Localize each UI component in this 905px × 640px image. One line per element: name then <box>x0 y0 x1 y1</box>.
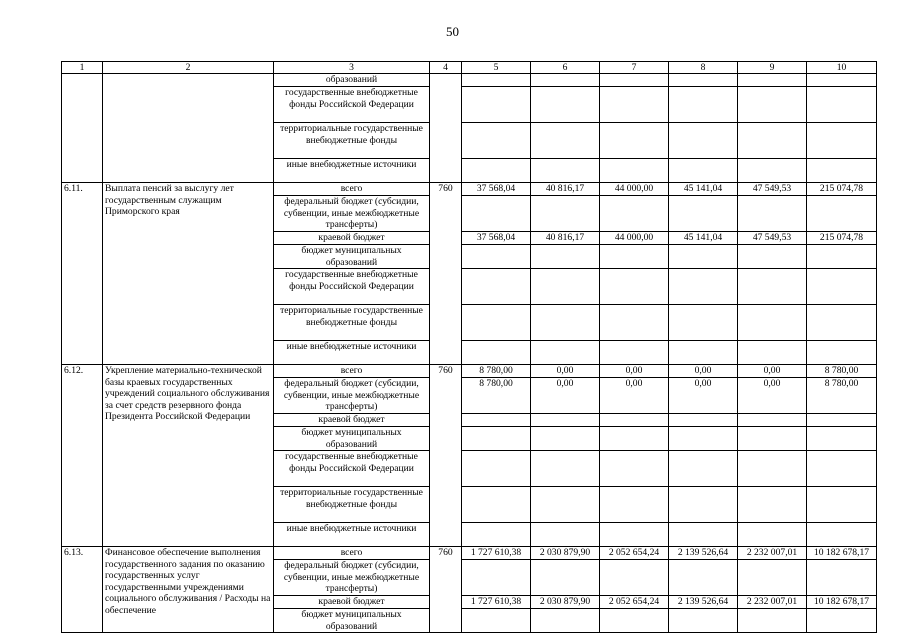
value-cell <box>669 560 738 596</box>
item-number: 6.12. <box>62 365 103 547</box>
funding-source: краевой бюджет <box>274 596 430 609</box>
funding-source: территориальные государственные внебюджетные фонды <box>274 123 430 159</box>
column-number: 10 <box>807 62 877 74</box>
value-cell <box>669 341 738 365</box>
value-cell <box>807 414 877 427</box>
value-cell <box>669 487 738 523</box>
value-cell <box>600 269 669 305</box>
funding-source: всего <box>274 183 430 196</box>
funding-source: иные внебюджетные источники <box>274 341 430 365</box>
funding-source: федеральный бюджет (субсидии, субвенции, иные межбюджетные трансферты) <box>274 560 430 596</box>
value-cell <box>462 305 531 341</box>
value-cell <box>600 196 669 232</box>
value-cell <box>669 123 738 159</box>
value-cell <box>600 341 669 365</box>
funding-source: федеральный бюджет (субсидии, субвенции, иные межбюджетные трансферты) <box>274 378 430 414</box>
value-cell <box>531 487 600 523</box>
value-cell <box>531 451 600 487</box>
value-cell: 0,00 <box>600 365 669 378</box>
value-cell <box>738 123 807 159</box>
value-cell <box>462 451 531 487</box>
value-cell: 0,00 <box>531 365 600 378</box>
value-cell: 45 141,04 <box>669 232 738 245</box>
value-cell <box>531 245 600 269</box>
value-cell <box>531 341 600 365</box>
value-cell <box>462 87 531 123</box>
code-cell: 760 <box>430 365 462 547</box>
value-cell: 1 727 610,38 <box>462 547 531 560</box>
value-cell <box>807 451 877 487</box>
value-cell <box>669 269 738 305</box>
value-cell: 2 030 879,90 <box>531 547 600 560</box>
value-cell: 44 000,00 <box>600 232 669 245</box>
code-cell: 760 <box>430 183 462 365</box>
value-cell <box>462 341 531 365</box>
value-cell <box>807 305 877 341</box>
value-cell: 215 074,78 <box>807 232 877 245</box>
value-cell: 0,00 <box>738 365 807 378</box>
value-cell <box>738 269 807 305</box>
value-cell <box>669 523 738 547</box>
item-number: 6.13. <box>62 547 103 633</box>
table-body <box>62 62 877 633</box>
value-cell <box>738 523 807 547</box>
funding-source: всего <box>274 547 430 560</box>
column-number: 5 <box>462 62 531 74</box>
code-cell <box>430 74 462 183</box>
value-cell <box>531 74 600 87</box>
value-cell <box>807 487 877 523</box>
value-cell: 37 568,04 <box>462 232 531 245</box>
value-cell <box>600 414 669 427</box>
value-cell <box>738 427 807 451</box>
value-cell <box>531 560 600 596</box>
value-cell <box>738 414 807 427</box>
value-cell <box>738 305 807 341</box>
value-cell <box>531 523 600 547</box>
value-cell <box>669 196 738 232</box>
value-cell <box>531 609 600 633</box>
value-cell <box>462 609 531 633</box>
value-cell <box>600 159 669 183</box>
value-cell <box>600 451 669 487</box>
table-row <box>62 183 877 196</box>
value-cell: 40 816,17 <box>531 232 600 245</box>
value-cell <box>462 523 531 547</box>
value-cell <box>531 196 600 232</box>
value-cell: 1 727 610,38 <box>462 596 531 609</box>
value-cell <box>462 427 531 451</box>
value-cell <box>738 341 807 365</box>
code-cell: 760 <box>430 547 462 633</box>
funding-source: всего <box>274 365 430 378</box>
value-cell <box>807 87 877 123</box>
value-cell <box>738 74 807 87</box>
value-cell: 2 139 526,64 <box>669 596 738 609</box>
value-cell: 2 232 007,01 <box>738 547 807 560</box>
value-cell <box>531 123 600 159</box>
value-cell <box>600 487 669 523</box>
value-cell <box>807 560 877 596</box>
value-cell <box>600 523 669 547</box>
value-cell <box>462 560 531 596</box>
page-number: 50 <box>446 24 459 39</box>
value-cell <box>738 87 807 123</box>
funding-source: бюджет муниципальных образований <box>274 609 430 633</box>
value-cell <box>531 87 600 123</box>
value-cell <box>600 609 669 633</box>
value-cell <box>669 427 738 451</box>
value-cell <box>600 74 669 87</box>
value-cell: 2 139 526,64 <box>669 547 738 560</box>
value-cell: 0,00 <box>669 365 738 378</box>
budget-table <box>61 61 877 633</box>
value-cell <box>807 159 877 183</box>
header-row <box>62 62 877 74</box>
value-cell <box>669 451 738 487</box>
value-cell <box>738 451 807 487</box>
value-cell: 10 182 678,17 <box>807 547 877 560</box>
value-cell <box>600 427 669 451</box>
value-cell <box>807 269 877 305</box>
value-cell: 8 780,00 <box>462 378 531 414</box>
value-cell <box>807 123 877 159</box>
value-cell <box>600 305 669 341</box>
funding-source: государственные внебюджетные фонды Российской Федерации <box>274 269 430 305</box>
value-cell <box>600 245 669 269</box>
value-cell <box>807 341 877 365</box>
column-number: 9 <box>738 62 807 74</box>
value-cell <box>669 305 738 341</box>
value-cell: 47 549,53 <box>738 232 807 245</box>
value-cell: 10 182 678,17 <box>807 596 877 609</box>
column-number: 6 <box>531 62 600 74</box>
column-number: 4 <box>430 62 462 74</box>
funding-source: иные внебюджетные источники <box>274 523 430 547</box>
value-cell: 44 000,00 <box>600 183 669 196</box>
value-cell: 2 052 654,24 <box>600 596 669 609</box>
value-cell <box>600 87 669 123</box>
value-cell: 8 780,00 <box>807 365 877 378</box>
value-cell <box>807 427 877 451</box>
column-number: 1 <box>62 62 103 74</box>
value-cell <box>669 74 738 87</box>
funding-source: иные внебюджетные источники <box>274 159 430 183</box>
value-cell <box>531 305 600 341</box>
value-cell <box>531 427 600 451</box>
value-cell <box>738 245 807 269</box>
value-cell <box>669 87 738 123</box>
value-cell <box>738 560 807 596</box>
item-title: Финансовое обеспечение выполнения государственного задания по оказанию государственных услуг государственными учреждениями социального обслуживания / Расходы на обеспечение <box>103 547 274 633</box>
item-title: Укрепление материально-технической базы краевых государственных учреждений социального обслуживания за счет средств резервного фонда Президента Российской Федерации <box>103 365 274 547</box>
value-cell: 8 780,00 <box>807 378 877 414</box>
value-cell <box>669 159 738 183</box>
table-row <box>62 547 877 560</box>
funding-source: краевой бюджет <box>274 414 430 427</box>
value-cell <box>807 523 877 547</box>
value-cell: 215 074,78 <box>807 183 877 196</box>
column-number: 7 <box>600 62 669 74</box>
value-cell <box>807 196 877 232</box>
column-number: 2 <box>103 62 274 74</box>
column-number: 8 <box>669 62 738 74</box>
funding-source: федеральный бюджет (субсидии, субвенции, иные межбюджетные трансферты) <box>274 196 430 232</box>
value-cell <box>669 609 738 633</box>
value-cell <box>669 245 738 269</box>
value-cell: 37 568,04 <box>462 183 531 196</box>
value-cell <box>807 74 877 87</box>
table-row <box>62 365 877 378</box>
column-number: 3 <box>274 62 430 74</box>
value-cell <box>738 159 807 183</box>
value-cell <box>462 269 531 305</box>
value-cell <box>462 414 531 427</box>
item-title <box>103 74 274 183</box>
funding-source: бюджет муниципальных образований <box>274 427 430 451</box>
table-row <box>62 74 877 87</box>
value-cell <box>738 487 807 523</box>
value-cell <box>600 560 669 596</box>
value-cell <box>462 245 531 269</box>
value-cell <box>531 414 600 427</box>
value-cell <box>531 159 600 183</box>
funding-source: территориальные государственные внебюджетные фонды <box>274 487 430 523</box>
value-cell <box>738 609 807 633</box>
value-cell <box>462 74 531 87</box>
value-cell <box>462 159 531 183</box>
item-number: 6.11. <box>62 183 103 365</box>
value-cell <box>669 414 738 427</box>
value-cell: 8 780,00 <box>462 365 531 378</box>
funding-source: краевой бюджет <box>274 232 430 245</box>
funding-source: бюджет муниципальных образований <box>274 245 430 269</box>
funding-source: территориальные государственные внебюджетные фонды <box>274 305 430 341</box>
value-cell: 0,00 <box>669 378 738 414</box>
value-cell <box>462 123 531 159</box>
value-cell: 2 232 007,01 <box>738 596 807 609</box>
funding-source: образований <box>274 74 430 87</box>
value-cell: 2 052 654,24 <box>600 547 669 560</box>
value-cell <box>738 196 807 232</box>
funding-source: государственные внебюджетные фонды Российской Федерации <box>274 451 430 487</box>
value-cell <box>600 123 669 159</box>
value-cell: 47 549,53 <box>738 183 807 196</box>
value-cell <box>531 269 600 305</box>
value-cell: 0,00 <box>738 378 807 414</box>
value-cell: 0,00 <box>600 378 669 414</box>
value-cell <box>807 609 877 633</box>
value-cell <box>807 245 877 269</box>
value-cell: 40 816,17 <box>531 183 600 196</box>
item-number <box>62 74 103 183</box>
funding-source: государственные внебюджетные фонды Российской Федерации <box>274 87 430 123</box>
value-cell <box>462 196 531 232</box>
item-title: Выплата пенсий за выслугу лет государственным служащим Приморского края <box>103 183 274 365</box>
value-cell: 2 030 879,90 <box>531 596 600 609</box>
value-cell: 0,00 <box>531 378 600 414</box>
value-cell <box>462 487 531 523</box>
value-cell: 45 141,04 <box>669 183 738 196</box>
